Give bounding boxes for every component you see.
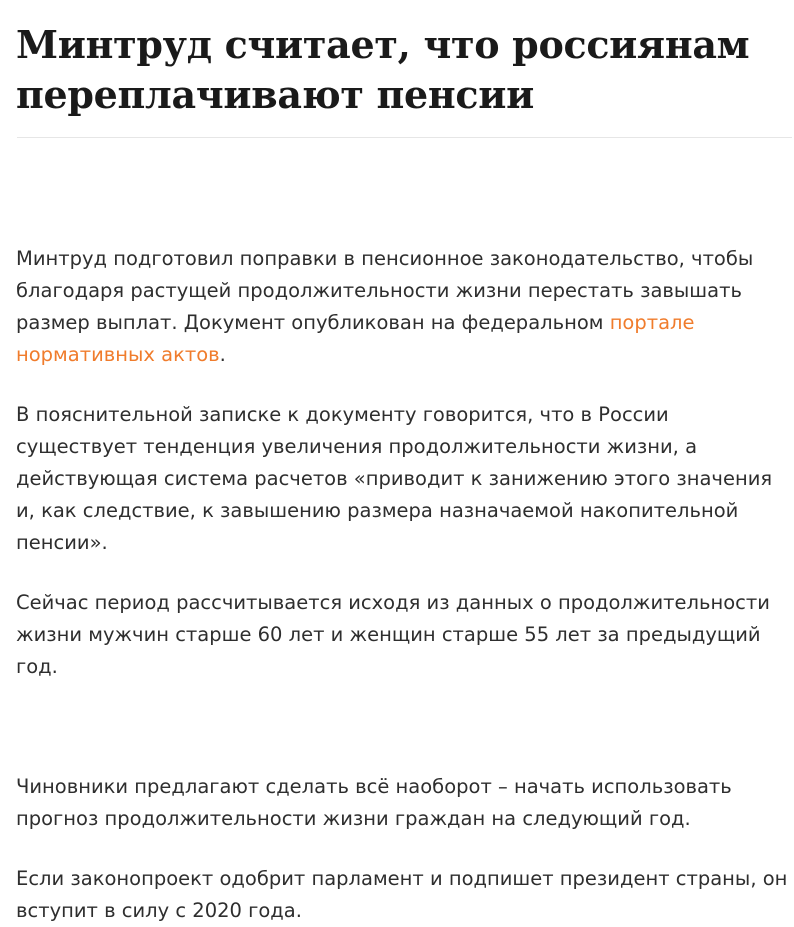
headline-divider [17,137,792,138]
article-paragraph-2: В пояснительной записке к документу говорится, что в России существует тенденция увеличения продолжительности жизни, а действующая система расчетов «приводит к занижению этого значения и, как следствие, к завышению размера назначаемой накопительной пенсии». [16,403,773,554]
article-paragraph-5: Если законопроект одобрит парламент и подпишет президент страны, он вступит в силу с 2020 года. [16,867,788,922]
normative-acts-portal-link[interactable]: портале нормативных актов [16,311,695,366]
article [16,0,792,927]
article-paragraph-3: Сейчас период рассчитывается исходя из данных о продолжительности жизни мужчин старше 60 лет и женщин старше 55 лет за предыдущий год. [16,591,770,678]
article-paragraph-4: Чиновники предлагают сделать всё наоборот – начать использовать прогноз продолжительности жизни граждан на следующий год. [16,775,732,830]
article-headline: Минтруд считает, что россиянам переплачивают пенсии [16,22,750,117]
paragraph-1-text: Минтруд подготовил поправки в пенсионное законодательство, чтобы благодаря растущей продолжительности жизни перестать завышать размер выплат. Документ опубликован на федеральном [16,247,754,334]
article-paragraph-1 [16,243,792,371]
paragraph-1-end: . [219,343,226,366]
